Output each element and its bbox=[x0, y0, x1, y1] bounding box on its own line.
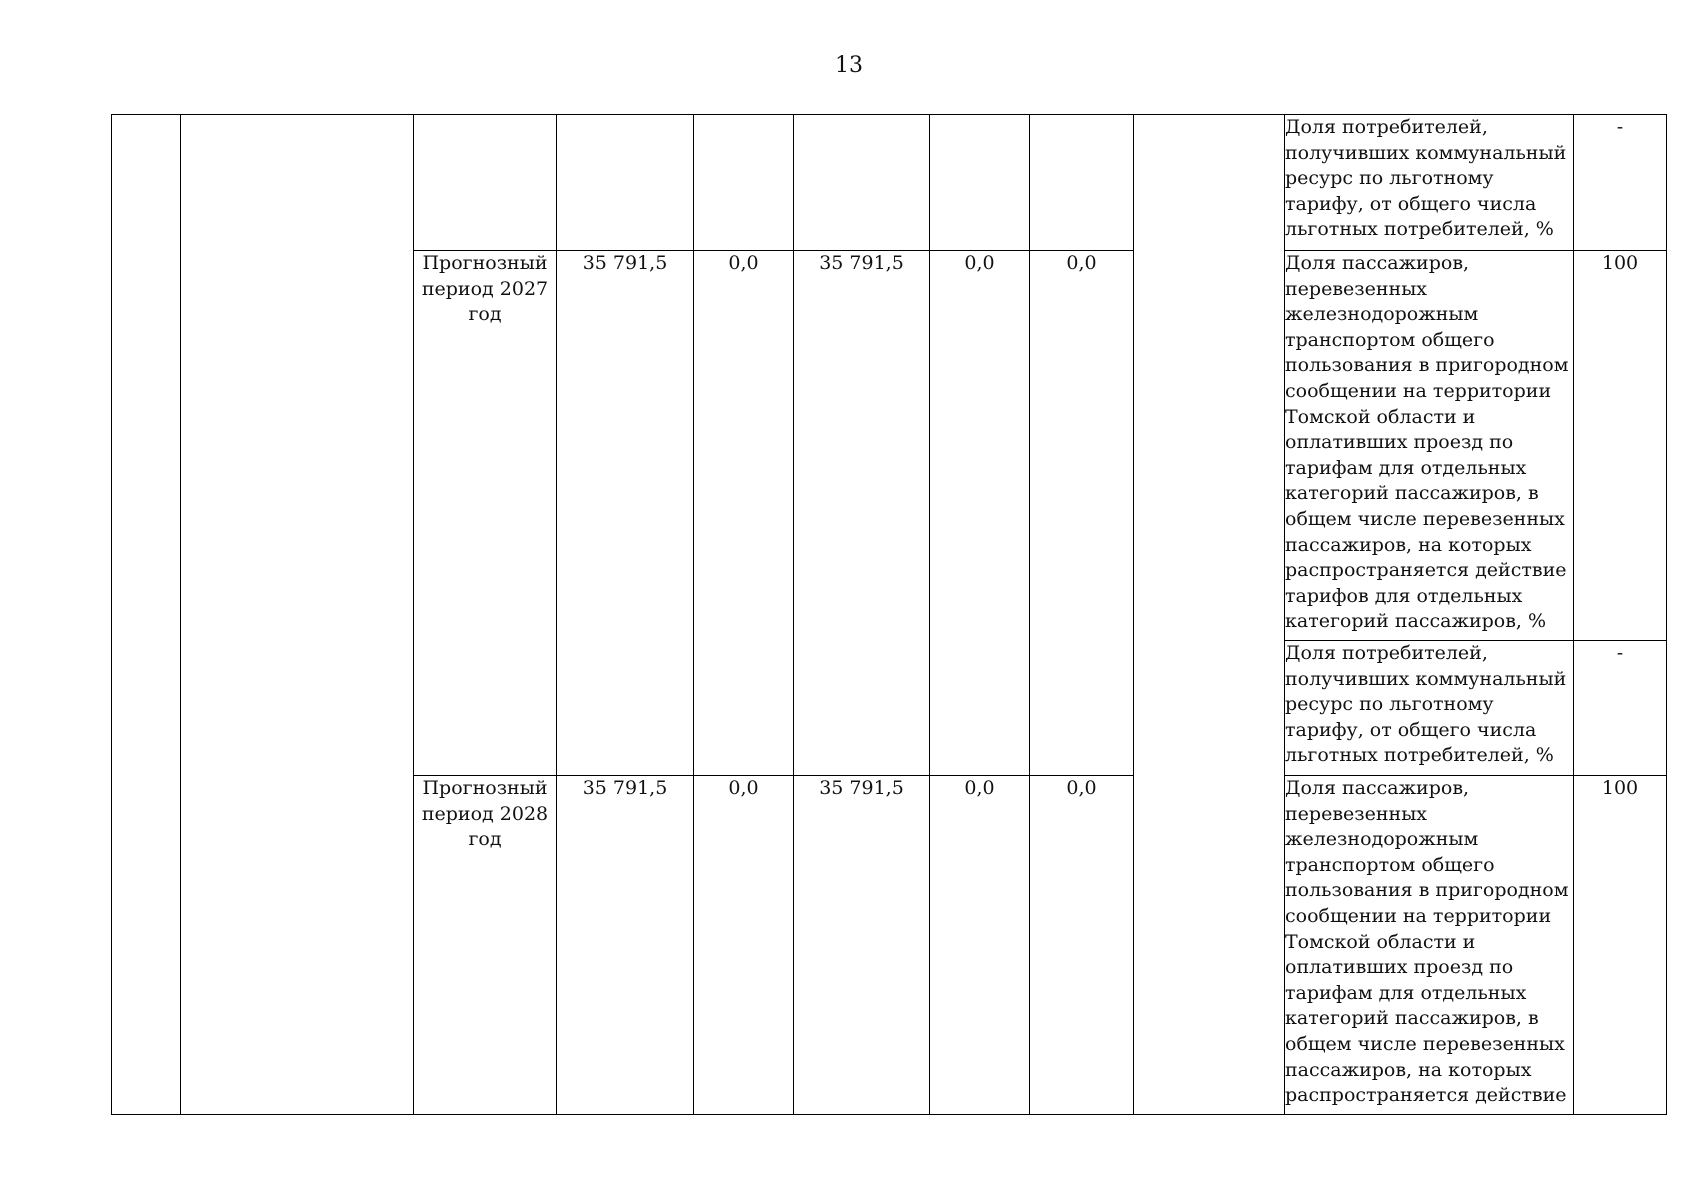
total-value: 35 791,5 bbox=[557, 776, 694, 1115]
amount-value: 0,0 bbox=[1030, 251, 1134, 776]
page-number: 13 bbox=[835, 53, 863, 78]
amount-value: 0,0 bbox=[694, 251, 794, 776]
number-cell bbox=[112, 115, 181, 1115]
amount-cell bbox=[1030, 115, 1134, 251]
period-label: Прогнозный период 2028 год bbox=[414, 776, 557, 1115]
name-cell bbox=[181, 115, 414, 1115]
amount-value: 0,0 bbox=[694, 776, 794, 1115]
indicator-value: - bbox=[1574, 115, 1667, 251]
amount-cell bbox=[794, 115, 930, 251]
amount-value: 35 791,5 bbox=[794, 251, 930, 776]
indicator-text: Доля потребителей, получивших коммунальный ресурс по льготному тарифу, от общего числа льготных потребителей, % bbox=[1285, 641, 1574, 776]
total-cell bbox=[557, 115, 694, 251]
table-row bbox=[112, 115, 1667, 251]
indicator-text: Доля потребителей, получивших коммунальный ресурс по льготному тарифу, от общего числа льготных потребителей, % bbox=[1285, 115, 1574, 251]
period-cell bbox=[414, 115, 557, 251]
indicator-value: 100 bbox=[1574, 776, 1667, 1115]
indicator-text: Доля пассажиров, перевезенных железнодорожным транспортом общего пользования в пригородном сообщении на территории Томской области и оплативших проезд по тарифам для отдельных категорий пассажиров, в общем числе перевезенных пассажиров, на которых распространяется действие bbox=[1285, 776, 1574, 1115]
indicator-value: 100 bbox=[1574, 251, 1667, 641]
indicator-text: Доля пассажиров, перевезенных железнодорожным транспортом общего пользования в пригородном сообщении на территории Томской области и оплативших проезд по тарифам для отдельных категорий пассажиров, в общем числе перевезенных пассажиров, на которых распространяется действие тарифов для отдельных категорий пассажиров, % bbox=[1285, 251, 1574, 641]
amount-value: 35 791,5 bbox=[794, 776, 930, 1115]
amount-value: 0,0 bbox=[930, 776, 1030, 1115]
executor-cell bbox=[1134, 115, 1285, 1115]
budget-table bbox=[111, 114, 1667, 1115]
amount-value: 0,0 bbox=[1030, 776, 1134, 1115]
amount-cell bbox=[930, 115, 1030, 251]
total-value: 35 791,5 bbox=[557, 251, 694, 776]
amount-value: 0,0 bbox=[930, 251, 1030, 776]
period-label: Прогнозный период 2027 год bbox=[414, 251, 557, 776]
indicator-value: - bbox=[1574, 641, 1667, 776]
amount-cell bbox=[694, 115, 794, 251]
